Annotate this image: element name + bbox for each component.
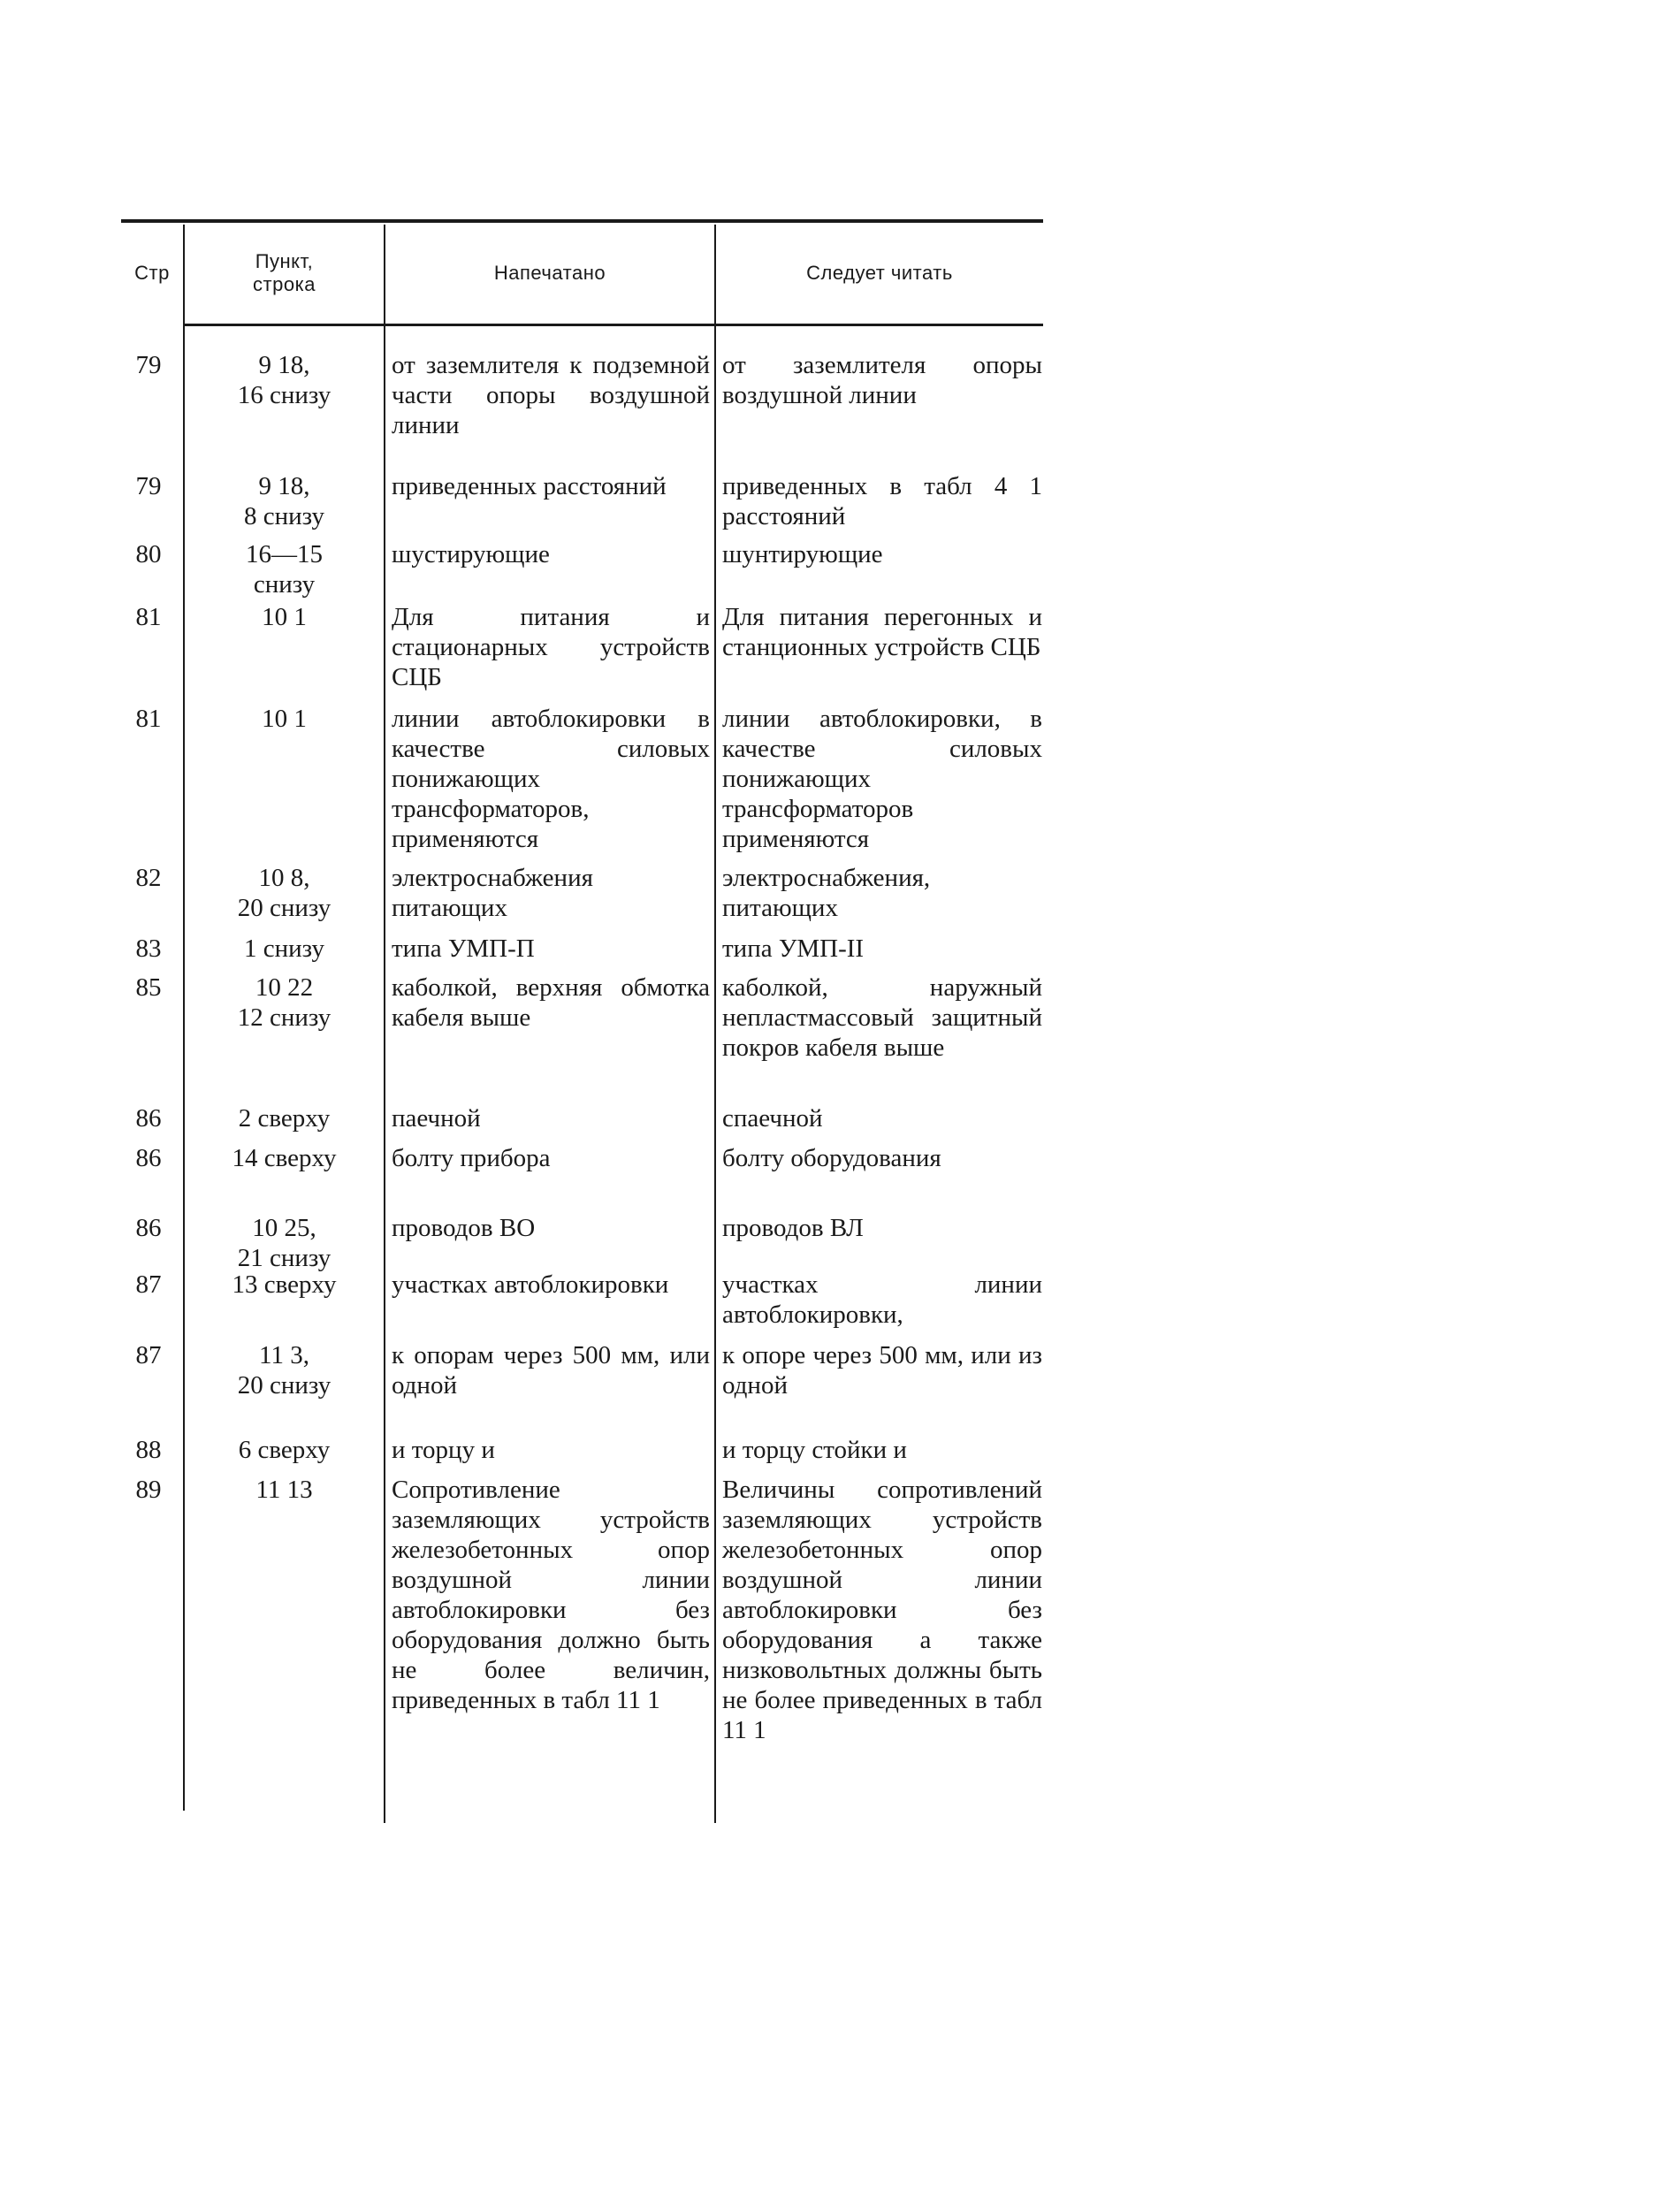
cell-printed: Для питания и стационарных устройств СЦБ <box>392 603 710 691</box>
column-divider-2 <box>384 225 385 1823</box>
cell-should-read: Для питания перегонных и станционных устройств СЦБ <box>722 603 1042 661</box>
cell-page: 80 <box>135 540 162 568</box>
cell-should-read: каболкой, наружный непластмассовый защитный покров кабеля выше <box>722 973 1042 1062</box>
cell-item-line: 11 13 <box>255 1476 313 1504</box>
cell-item-line: 14 сверху <box>232 1144 337 1172</box>
cell-item-line: 9 18, 16 снизу <box>237 351 332 409</box>
cell-page: 86 <box>135 1104 162 1133</box>
cell-page: 81 <box>135 603 162 631</box>
cell-page: 88 <box>135 1436 162 1464</box>
header-bottom-rule <box>183 324 1043 326</box>
cell-item-line: 10 1 <box>262 705 307 733</box>
cell-item-line: 2 сверху <box>238 1104 331 1133</box>
cell-page: 87 <box>135 1270 162 1299</box>
cell-should-read: линии автоблокировки, в качестве силовых понижающих трансформаторов применяются <box>722 705 1042 853</box>
cell-item-line: 11 3, 20 снизу <box>237 1341 332 1400</box>
cell-printed: к опорам через 500 мм, или одной <box>392 1341 710 1400</box>
cell-printed: Сопротивление заземляющих устройств железобетонных опор воздушной линии автоблокировки без оборудования должно быть не более величин, приведенных в табл 11 1 <box>392 1476 710 1714</box>
cell-page: 83 <box>135 934 162 963</box>
cell-should-read: приведенных в табл 4 1 расстояний <box>722 472 1042 530</box>
cell-should-read: от заземлителя опоры воздушной линии <box>722 351 1042 409</box>
cell-page: 86 <box>135 1144 162 1172</box>
cell-item-line: 10 8, 20 снизу <box>237 864 332 922</box>
cell-item-line: 13 сверху <box>232 1270 337 1299</box>
column-divider-3 <box>714 225 716 1823</box>
cell-page: 79 <box>135 472 162 500</box>
cell-printed: шустирующие <box>392 540 550 568</box>
cell-item-line: 10 22 12 снизу <box>237 973 332 1032</box>
cell-should-read: спаечной <box>722 1104 823 1133</box>
header-item-line: Пункт, строка <box>253 250 316 295</box>
cell-page: 85 <box>135 973 162 1002</box>
cell-printed: участках автоблокировки <box>392 1270 669 1299</box>
cell-should-read: участках линии автоблокировки, <box>722 1270 1042 1329</box>
cell-item-line: 16—15 снизу <box>246 540 323 599</box>
cell-printed: проводов ВО <box>392 1214 536 1242</box>
cell-page: 86 <box>135 1214 162 1242</box>
cell-item-line: 10 25, 21 снизу <box>237 1214 332 1272</box>
cell-printed: линии автоблокировки в качестве силовых понижающих трансформаторов, применяются <box>392 705 710 853</box>
header-should-read: Следует читать <box>806 262 953 284</box>
cell-printed: типа УМП-П <box>392 934 535 963</box>
cell-page: 89 <box>135 1476 162 1504</box>
cell-page: 82 <box>135 864 162 892</box>
cell-should-read: проводов ВЛ <box>722 1214 864 1242</box>
cell-item-line: 1 снизу <box>243 934 324 963</box>
cell-page: 81 <box>135 705 162 733</box>
cell-page: 87 <box>135 1341 162 1369</box>
cell-printed: каболкой, верхняя обмотка кабеля выше <box>392 973 710 1032</box>
cell-page: 79 <box>135 351 162 379</box>
cell-should-read: болту оборудования <box>722 1144 941 1172</box>
cell-printed: и торцу и <box>392 1436 495 1464</box>
cell-printed: болту прибора <box>392 1144 551 1172</box>
cell-item-line: 6 сверху <box>238 1436 331 1464</box>
cell-should-read: к опоре через 500 мм, или из одной <box>722 1341 1042 1400</box>
cell-item-line: 9 18, 8 снизу <box>243 472 324 530</box>
cell-should-read: шунтирующие <box>722 540 883 568</box>
cell-should-read: Величины сопротивлений заземляющих устройств железобетонных опор воздушной линии автоблокировки без оборудования а также низковольтных должны быть не более приведенных в табл 11 1 <box>722 1476 1042 1744</box>
header-printed: Напечатано <box>493 262 606 284</box>
cell-printed: приведенных расстояний <box>392 472 667 500</box>
cell-item-line: 10 1 <box>262 603 307 631</box>
cell-should-read: электроснабжения, питающих <box>722 864 931 922</box>
header-page: Стр <box>134 262 170 284</box>
cell-should-read: и торцу стойки и <box>722 1436 907 1464</box>
cell-printed: от заземлителя к подземной части опоры воздушной линии <box>392 351 710 439</box>
cell-printed: паечной <box>392 1104 481 1133</box>
cell-should-read: типа УМП-II <box>722 934 865 963</box>
cell-printed: электроснабжения питающих <box>392 864 593 922</box>
